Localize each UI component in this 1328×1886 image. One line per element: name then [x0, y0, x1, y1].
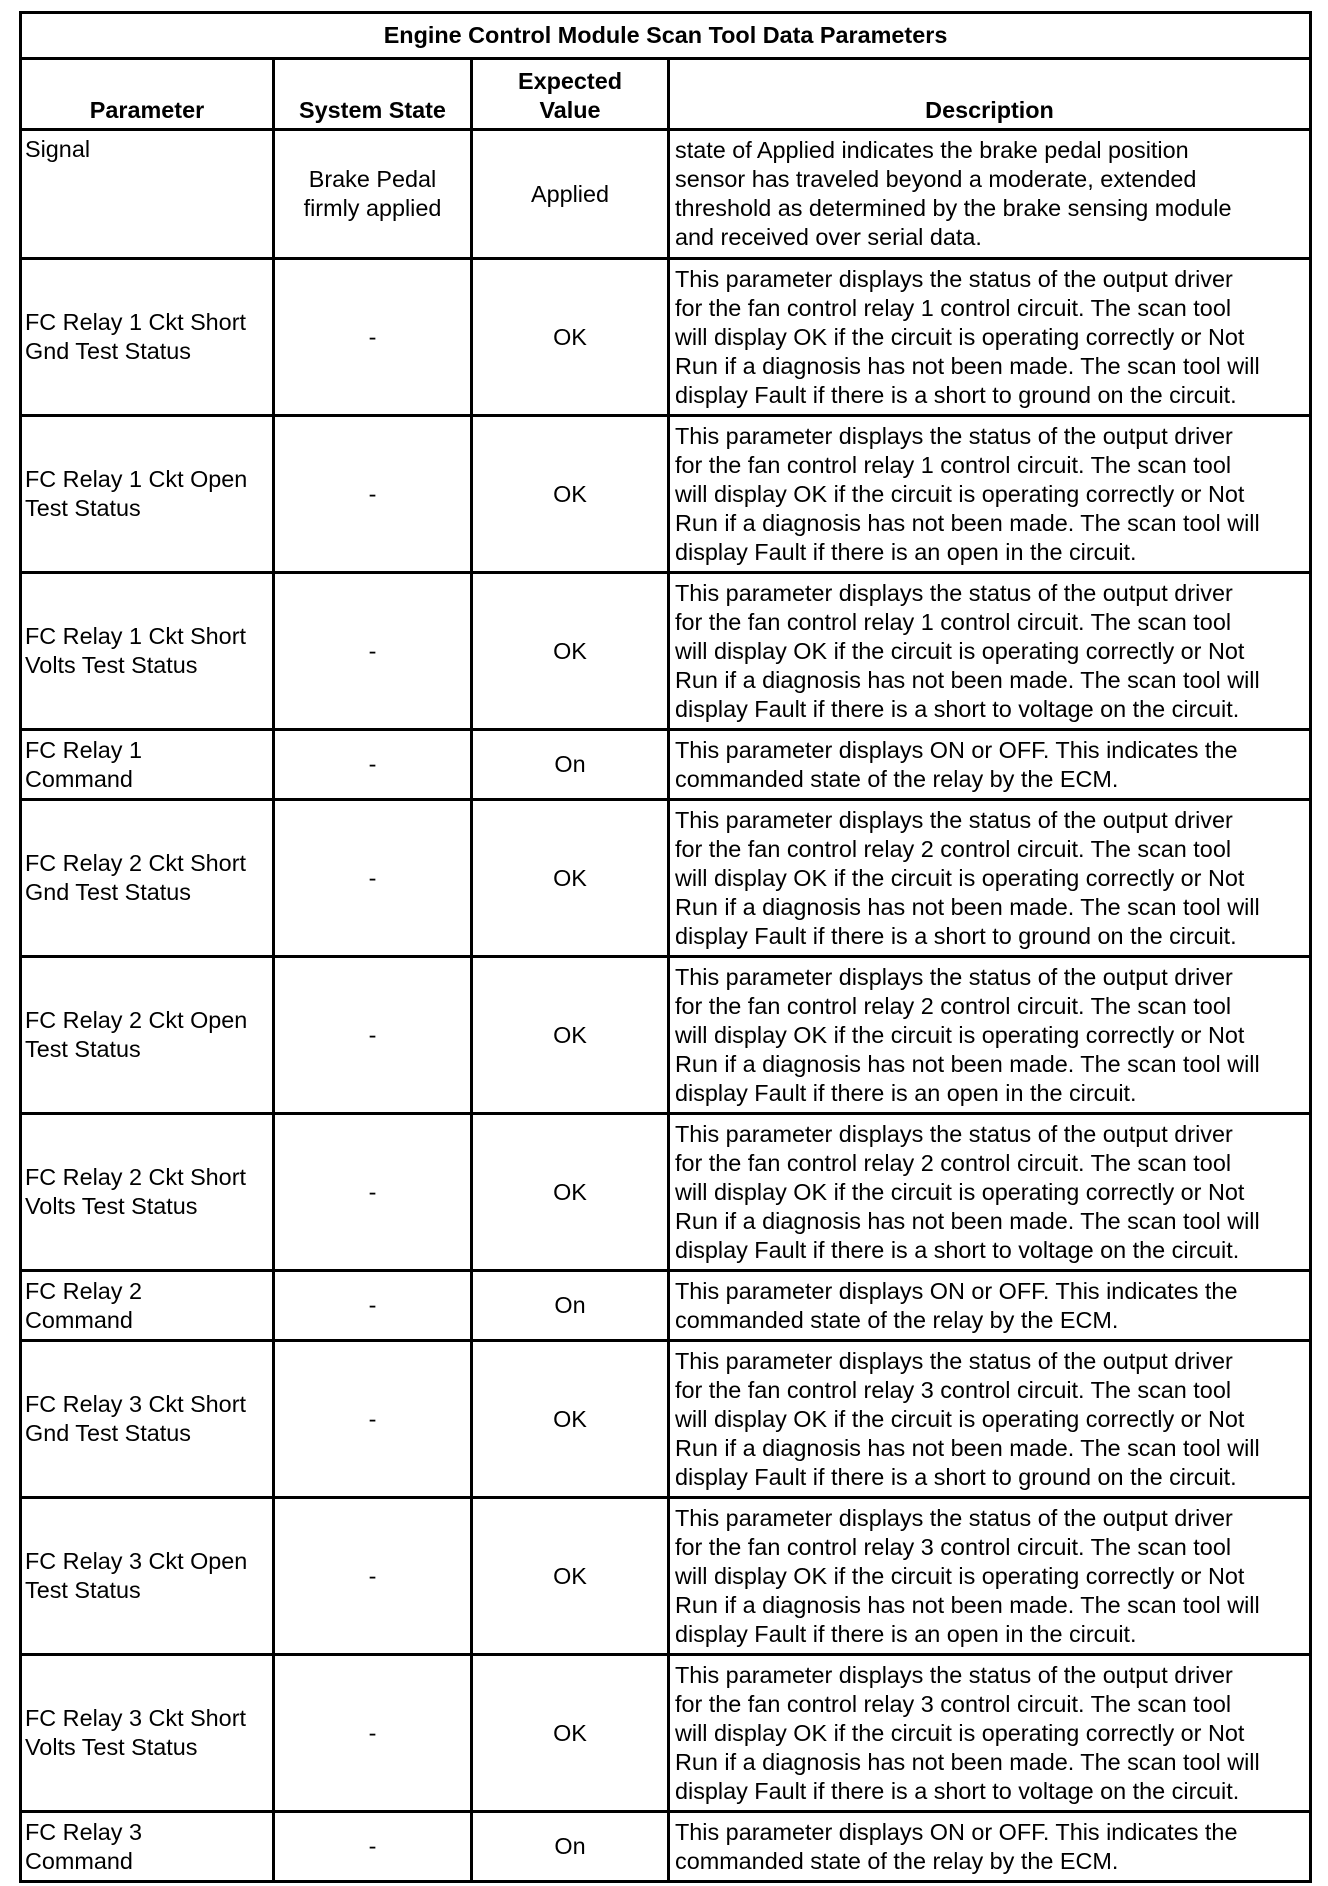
table-row — [21, 130, 1311, 259]
description-cell: This parameter displays ON or OFF. This indicates the commanded state of the relay by the ECM. — [669, 1812, 1311, 1882]
expected-value-cell: OK — [472, 800, 669, 957]
parameter-cell: FC Relay 1 Ckt Short Volts Test Status — [21, 573, 274, 730]
description-cell: This parameter displays ON or OFF. This indicates the commanded state of the relay by the ECM. — [669, 1271, 1311, 1341]
description-cell: This parameter displays ON or OFF. This indicates the commanded state of the relay by the ECM. — [669, 730, 1311, 800]
table-title-row — [21, 13, 1311, 59]
expected-value-cell: OK — [472, 416, 669, 573]
description-cell: This parameter displays the status of the output driver for the fan control relay 1 control circuit. The scan tool will display OK if the circuit is operating correctly or Not Run if a diagnosis has not been made. The scan tool will display Fault if there is a short to voltage on the circuit. — [669, 573, 1311, 730]
table-row — [21, 1341, 1311, 1498]
system-state-cell: - — [274, 800, 472, 957]
table-row — [21, 800, 1311, 957]
system-state-cell: Brake Pedal firmly applied — [274, 130, 472, 259]
table-row — [21, 1271, 1311, 1341]
expected-value-cell: On — [472, 730, 669, 800]
table-row — [21, 730, 1311, 800]
description-cell: This parameter displays the status of the output driver for the fan control relay 3 control circuit. The scan tool will display OK if the circuit is operating correctly or Not Run if a diagnosis has not been made. The scan tool will display Fault if there is an open in the circuit. — [669, 1498, 1311, 1655]
description-cell: This parameter displays the status of the output driver for the fan control relay 2 control circuit. The scan tool will display OK if the circuit is operating correctly or Not Run if a diagnosis has not been made. The scan tool will display Fault if there is a short to ground on the circuit. — [669, 800, 1311, 957]
expected-value-cell: OK — [472, 573, 669, 730]
table-row — [21, 1812, 1311, 1882]
system-state-cell: - — [274, 1341, 472, 1498]
expected-value-cell: OK — [472, 957, 669, 1114]
parameter-cell: FC Relay 3 Command — [21, 1812, 274, 1882]
table-title: Engine Control Module Scan Tool Data Parameters — [21, 13, 1311, 59]
expected-value-cell: On — [472, 1812, 669, 1882]
parameter-cell: FC Relay 3 Ckt Open Test Status — [21, 1498, 274, 1655]
header-system-state: System State — [274, 59, 472, 130]
parameter-cell: Signal — [21, 130, 274, 259]
description-cell: This parameter displays the status of the output driver for the fan control relay 3 control circuit. The scan tool will display OK if the circuit is operating correctly or Not Run if a diagnosis has not been made. The scan tool will display Fault if there is a short to voltage on the circuit. — [669, 1655, 1311, 1812]
table-header-row — [21, 59, 1311, 130]
expected-value-cell: OK — [472, 259, 669, 416]
table-row — [21, 957, 1311, 1114]
system-state-cell: - — [274, 957, 472, 1114]
expected-value-cell: OK — [472, 1114, 669, 1271]
parameter-cell: FC Relay 2 Ckt Short Gnd Test Status — [21, 800, 274, 957]
description-cell: This parameter displays the status of the output driver for the fan control relay 2 control circuit. The scan tool will display OK if the circuit is operating correctly or Not Run if a diagnosis has not been made. The scan tool will display Fault if there is a short to voltage on the circuit. — [669, 1114, 1311, 1271]
parameter-cell: FC Relay 2 Command — [21, 1271, 274, 1341]
parameter-cell: FC Relay 1 Ckt Open Test Status — [21, 416, 274, 573]
system-state-cell: - — [274, 1498, 472, 1655]
system-state-cell: - — [274, 1655, 472, 1812]
description-cell: This parameter displays the status of the output driver for the fan control relay 1 control circuit. The scan tool will display OK if the circuit is operating correctly or Not Run if a diagnosis has not been made. The scan tool will display Fault if there is a short to ground on the circuit. — [669, 259, 1311, 416]
table-row — [21, 416, 1311, 573]
parameter-cell: FC Relay 1 Command — [21, 730, 274, 800]
parameter-cell: FC Relay 3 Ckt Short Volts Test Status — [21, 1655, 274, 1812]
system-state-cell: - — [274, 1812, 472, 1882]
scan-tool-table-container — [19, 11, 1309, 1883]
expected-value-cell: OK — [472, 1498, 669, 1655]
parameter-cell: FC Relay 1 Ckt Short Gnd Test Status — [21, 259, 274, 416]
scan-tool-data-table — [19, 11, 1312, 1883]
header-parameter: Parameter — [21, 59, 274, 130]
parameter-cell: FC Relay 2 Ckt Short Volts Test Status — [21, 1114, 274, 1271]
table-row — [21, 259, 1311, 416]
system-state-cell: - — [274, 730, 472, 800]
header-description: Description — [669, 59, 1311, 130]
table-row — [21, 1114, 1311, 1271]
system-state-cell: - — [274, 573, 472, 730]
parameter-cell: FC Relay 3 Ckt Short Gnd Test Status — [21, 1341, 274, 1498]
expected-value-cell: OK — [472, 1655, 669, 1812]
system-state-cell: - — [274, 259, 472, 416]
description-cell: state of Applied indicates the brake pedal position sensor has traveled beyond a moderate, extended threshold as determined by the brake sensing module and received over serial data. — [669, 130, 1311, 259]
parameter-cell: FC Relay 2 Ckt Open Test Status — [21, 957, 274, 1114]
description-cell: This parameter displays the status of the output driver for the fan control relay 2 control circuit. The scan tool will display OK if the circuit is operating correctly or Not Run if a diagnosis has not been made. The scan tool will display Fault if there is an open in the circuit. — [669, 957, 1311, 1114]
description-cell: This parameter displays the status of the output driver for the fan control relay 3 control circuit. The scan tool will display OK if the circuit is operating correctly or Not Run if a diagnosis has not been made. The scan tool will display Fault if there is a short to ground on the circuit. — [669, 1341, 1311, 1498]
header-expected-value: Expected Value — [472, 59, 669, 130]
expected-value-cell: OK — [472, 1341, 669, 1498]
system-state-cell: - — [274, 1114, 472, 1271]
expected-value-cell: On — [472, 1271, 669, 1341]
table-row — [21, 1498, 1311, 1655]
system-state-cell: - — [274, 1271, 472, 1341]
system-state-cell: - — [274, 416, 472, 573]
table-row — [21, 573, 1311, 730]
table-row — [21, 1655, 1311, 1812]
expected-value-cell: Applied — [472, 130, 669, 259]
description-cell: This parameter displays the status of the output driver for the fan control relay 1 control circuit. The scan tool will display OK if the circuit is operating correctly or Not Run if a diagnosis has not been made. The scan tool will display Fault if there is an open in the circuit. — [669, 416, 1311, 573]
